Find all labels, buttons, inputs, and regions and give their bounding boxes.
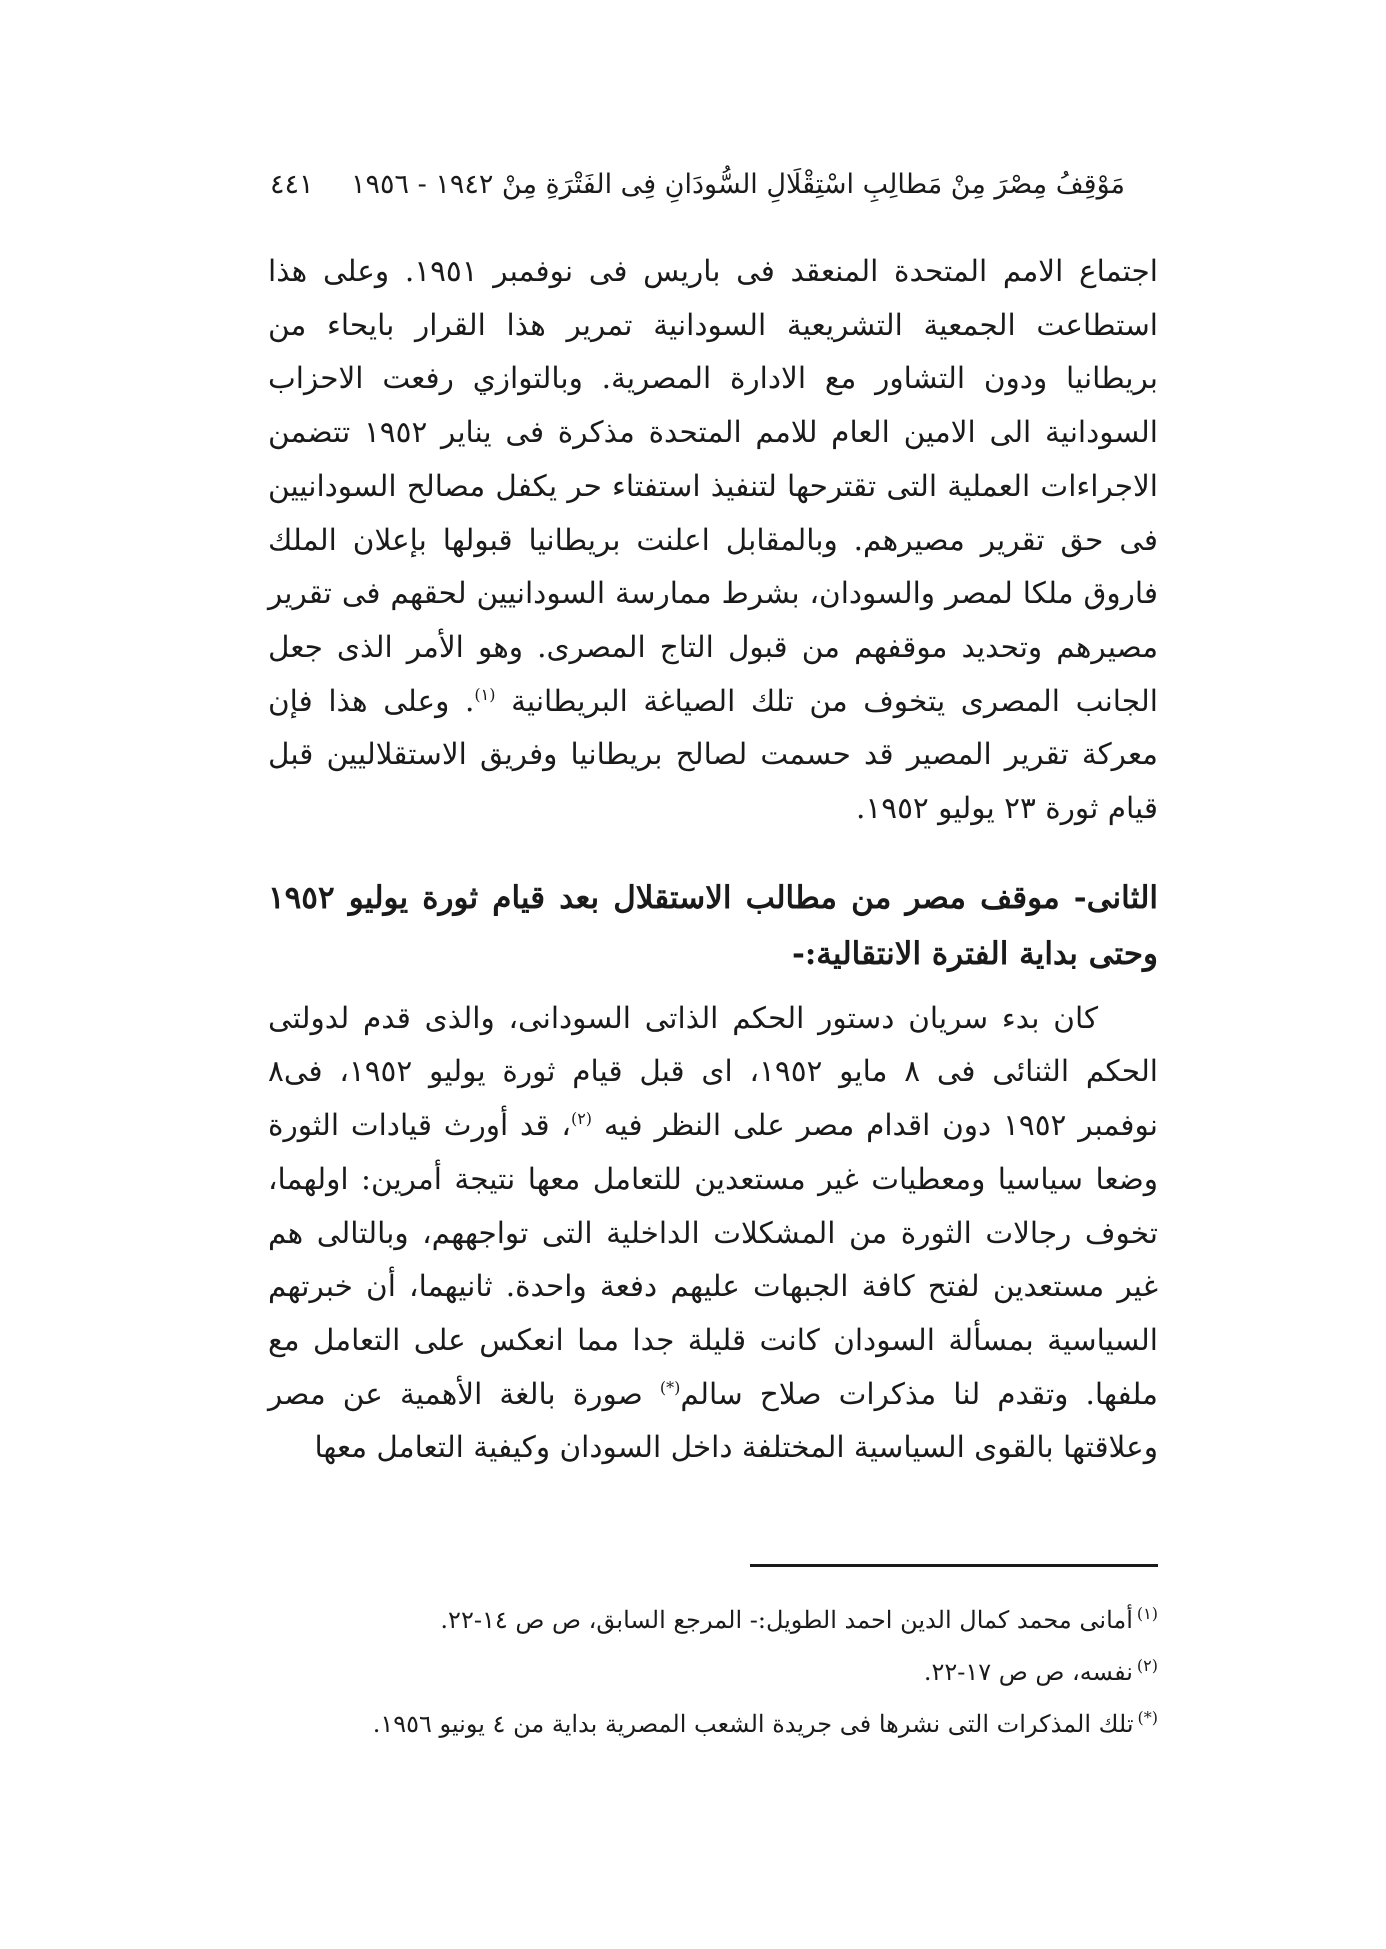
footnote-2 xyxy=(268,1643,1158,1695)
footnote-3 xyxy=(268,1695,1158,1747)
footnote-2-marker: (٢) xyxy=(1136,1656,1158,1675)
footnote-ref-1: (١) xyxy=(474,684,496,704)
footnote-ref-star: (*) xyxy=(659,1377,681,1397)
paragraph-1-text-b: . وعلى هذا فإن معركة تقرير المصير قد حسمت لصالح بريطانيا وفريق الاستقلاليين قبل قيام ثورة ٢٣ يوليو ١٩٥٢. xyxy=(268,683,1158,826)
page-header xyxy=(270,165,1125,215)
footnote-1-marker: (١) xyxy=(1136,1604,1158,1623)
footnote-3-marker: (*) xyxy=(1137,1708,1158,1727)
page-number: ٤٤١ xyxy=(270,169,314,200)
paragraph-1 xyxy=(268,245,1158,836)
footnote-ref-2: (٢) xyxy=(570,1109,593,1129)
running-title: مَوْقِفُ مِصْرَ مِنْ مَطالِبِ اسْتِقْلَالِ السُّودَانِ فِى الفَتْرَةِ مِنْ ١٩٤٢ - ١٩٥٦ xyxy=(351,169,1125,200)
footnote-separator xyxy=(750,1564,1158,1567)
footnote-1 xyxy=(268,1591,1158,1643)
footnotes xyxy=(268,1591,1158,1747)
footnote-2-text: نفسه، ص ص ١٧-٢٢. xyxy=(923,1658,1133,1686)
paragraph-2-text-b: ، قد أورث قيادات الثورة وضعا سياسيا ومعطيات غير مستعدين للتعامل معها نتيجة أمرين: اولهما، تخوف رجالات الثورة من المشكلات الداخلية التى تواجههم، وبالتالى هم غير مستعدين لفتح كافة الجبهات عليهم دفعة واحدة. ثانيهما، أن خبرتهم السياسية بمسألة السودان كانت قليلة جدا مما انعكس على التعامل مع ملفها. وتقدم لنا مذكرات صلاح سالم xyxy=(268,1108,1158,1411)
paragraph-1-text-a: اجتماع الامم المتحدة المنعقد فى باريس فى نوفمبر ١٩٥١. وعلى هذا استطاعت الجمعية التشريعية السودانية تمرير هذا القرار بايحاء من بريطانيا ودون التشاور مع الادارة المصرية. وبالتوازي رفعت الاحزاب السودانية الى الامين العام للامم المتحدة مذكرة فى يناير ١٩٥٢ تتضمن الاجراءات العملية التى تقترحها لتنفيذ استفتاء حر يكفل مصالح السودانيين فى حق تقرير مصيرهم. وبالمقابل اعلنت بريطانيا قبولها بإعلان الملك فاروق ملكا لمصر والسودان، بشرط ممارسة السودانيين لحقهم فى تقرير مصيرهم وتحديد موقفهم من قبول التاج المصرى. وهو الأمر الذى جعل الجانب المصرى يتخوف من تلك الصياغة البريطانية xyxy=(268,254,1158,718)
section-heading: الثانى- موقف مصر من مطالب الاستقلال بعد قيام ثورة يوليو ١٩٥٢ وحتى بداية الفترة الانتقالية:- xyxy=(268,879,1158,972)
paragraph-2-text-a: كان بدء سريان دستور الحكم الذاتى السودانى، والذى قدم لدولتى الحكم الثنائى فى ٨ مايو ١٩٥٢، اى قبل قيام ثورة يوليو ١٩٥٢، فى٨ نوفمبر ١٩٥٢ دون اقدام مصر على النظر فيه xyxy=(268,1000,1158,1143)
footnote-1-text: أمانى محمد كمال الدين احمد الطويل:- المرجع السابق، ص ص ١٤-٢٢. xyxy=(440,1606,1133,1634)
body-text xyxy=(268,245,1158,1475)
footnote-3-text: تلك المذكرات التى نشرها فى جريدة الشعب المصرية بداية من ٤ يونيو ١٩٥٦. xyxy=(372,1710,1134,1738)
paragraph-2-text-c: صورة بالغة الأهمية عن مصر وعلاقتها بالقوى السياسية المختلفة داخل السودان وكيفية التعامل معها xyxy=(268,1376,1158,1465)
paragraph-2 xyxy=(268,992,1158,1475)
